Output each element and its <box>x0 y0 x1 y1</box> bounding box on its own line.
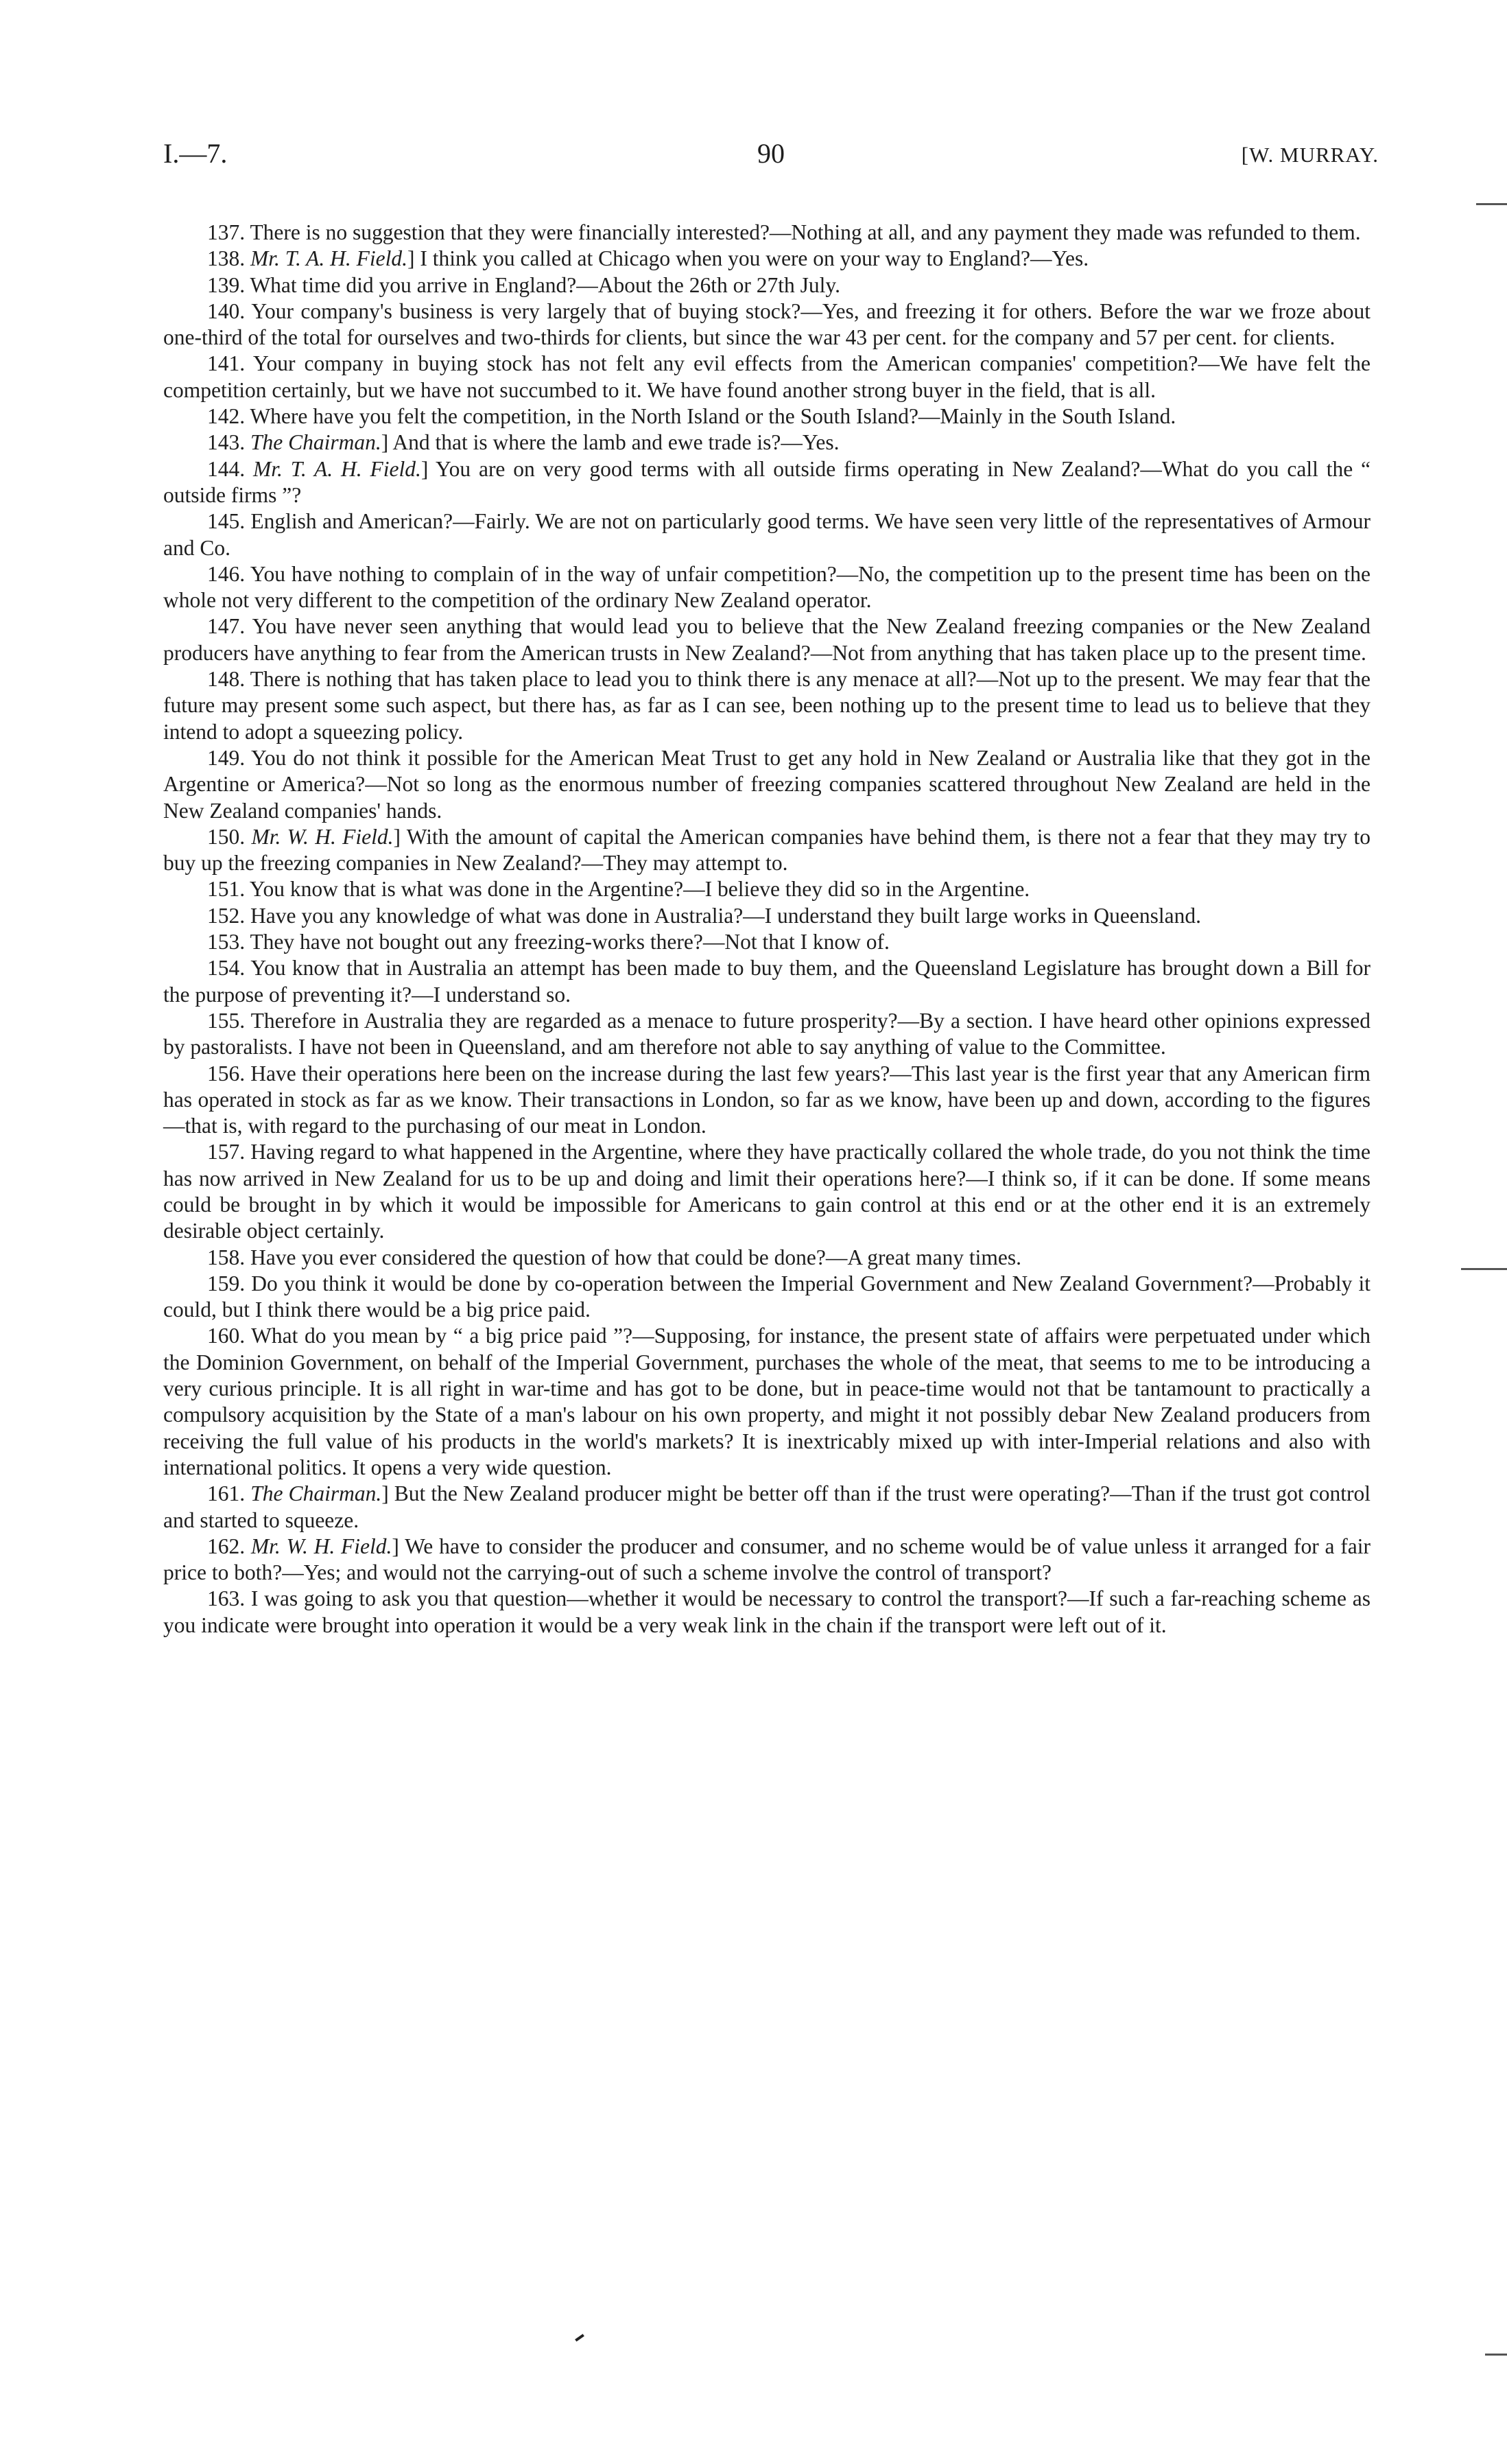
question-paragraph <box>163 824 1370 877</box>
question-paragraph <box>163 298 1370 351</box>
question-number: 140. <box>207 298 246 323</box>
question-paragraph <box>163 1323 1370 1481</box>
question-text: Having regard to what happened in the Argentine, where they have practically collared the whole trade, do you not think the time has now arrived in New Zealand for us to be up and doing and limit their operations here?—I think so, if it can be done. If some means could be brought in by which it would be impossible for Americans to gain control at this end or at the other end it is an extremely desirable object certainly. <box>163 1140 1370 1243</box>
question-paragraph <box>163 508 1370 561</box>
question-paragraph <box>163 1061 1370 1140</box>
question-paragraph <box>163 1008 1370 1061</box>
question-number: 142. <box>207 404 246 429</box>
speaker-name: Mr. W. H. Field. <box>250 1534 392 1558</box>
speaker-name: The Chairman. <box>250 430 381 455</box>
question-number: 146. <box>207 561 246 586</box>
question-text: Where have you felt the competition, in the North Island or the South Island?—Mainly in the South Island. <box>250 404 1176 429</box>
question-paragraph <box>163 876 1370 902</box>
pen-mark <box>575 2334 584 2341</box>
question-text: You know that is what was done in the Argentine?—I believe they did so in the Argentine. <box>249 877 1030 902</box>
question-paragraph <box>163 955 1370 1008</box>
question-paragraph <box>163 613 1370 666</box>
question-text: ] And that is where the lamb and ewe trade is?—Yes. <box>381 430 840 455</box>
question-paragraph <box>163 403 1370 430</box>
question-paragraph <box>163 1534 1370 1586</box>
question-number: 141. <box>207 351 246 376</box>
question-text: There is no suggestion that they were financially interested?—Nothing at all, and any payment they made was refunded to them. <box>250 220 1361 244</box>
question-text: Your company in buying stock has not felt any evil effects from the American companies' competition?—We have felt the competition certainly, but we have not succumbed to it. We have found another strong buyer in the field, that is all. <box>163 351 1370 402</box>
question-number: 158. <box>207 1245 246 1269</box>
question-number: 159. <box>207 1271 246 1295</box>
speaker-name: The Chairman. <box>250 1481 382 1506</box>
page-number: 90 <box>757 138 785 169</box>
question-number: 153. <box>207 930 246 954</box>
question-number: 137. <box>207 220 246 244</box>
speaker-name: Mr. T. A. H. Field. <box>252 456 421 481</box>
question-number: 160. <box>207 1324 246 1348</box>
question-paragraph <box>163 1245 1370 1271</box>
question-text: What time did you arrive in England?—About the 26th or 27th July. <box>250 272 840 297</box>
question-text: Have you ever considered the question of how that could be done?—A great many times. <box>250 1245 1022 1269</box>
question-number: 143. <box>207 430 246 455</box>
question-text: You have never seen anything that would lead you to believe that the New Zealand freezing companies or the New Zealand producers have anything to fear from the American trusts in New Zealand?—Not from anything that has taken place up to the present time. <box>163 614 1370 665</box>
question-paragraph <box>163 1139 1370 1244</box>
question-number: 144. <box>207 456 246 481</box>
question-text: ] With the amount of capital the American companies have behind them, is there not a fear that they may try to buy up the freezing companies in New Zealand?—They may attempt to. <box>163 824 1371 876</box>
question-number: 139. <box>207 272 246 297</box>
question-number: 162. <box>207 1534 246 1558</box>
question-paragraph <box>163 929 1370 955</box>
question-number: 157. <box>207 1140 246 1164</box>
question-number: 150. <box>207 824 246 849</box>
question-paragraph <box>163 561 1370 614</box>
question-number: 145. <box>207 509 246 534</box>
question-paragraph <box>163 220 1370 246</box>
question-paragraph <box>163 351 1370 403</box>
question-paragraph <box>163 1586 1370 1639</box>
question-text: You know that in Australia an attempt has been made to buy them, and the Queensland Legislature has brought down a Bill for the purpose of preventing it?—I understand so. <box>163 956 1370 1007</box>
question-text: Do you think it would be done by co-operation between the Imperial Government and New Zealand Government?—Probably it could, but I think there would be a big price paid. <box>163 1271 1370 1322</box>
question-paragraph <box>163 456 1370 509</box>
question-text: ] I think you called at Chicago when you were on your way to England?—Yes. <box>407 246 1089 271</box>
question-number: 154. <box>207 956 246 981</box>
margin-mark-bottom <box>1485 2354 1507 2356</box>
question-paragraph <box>163 1481 1370 1534</box>
margin-mark-top <box>1476 203 1507 205</box>
testimony-body <box>163 220 1370 1639</box>
question-paragraph <box>163 666 1370 745</box>
question-paragraph <box>163 903 1370 929</box>
question-number: 138. <box>207 246 246 271</box>
question-text: Therefore in Australia they are regarded as a menace to future prosperity?—By a section. I have heard other opinions expressed by pastoralists. I have not been in Queensland, and am therefore not able to say anything of value to the Committee. <box>163 1008 1370 1059</box>
question-paragraph <box>163 1271 1370 1324</box>
question-number: 151. <box>207 877 246 902</box>
question-number: 161. <box>207 1481 246 1506</box>
question-text: ] You are on very good terms with all outside firms operating in New Zealand?—What do you call the “ outside firms ”? <box>163 456 1371 507</box>
question-number: 156. <box>207 1061 246 1086</box>
witness-name: [W. MURRAY. <box>1241 143 1379 167</box>
speaker-name: Mr. W. H. Field. <box>251 824 394 849</box>
question-number: 148. <box>207 667 246 692</box>
question-paragraph <box>163 246 1370 272</box>
question-text: They have not bought out any freezing-works there?—Not that I know of. <box>250 930 890 954</box>
question-number: 152. <box>207 903 246 928</box>
document-reference: I.—7. <box>163 138 228 169</box>
question-text: You have nothing to complain of in the way of unfair competition?—No, the competition up to the present time has been on the whole not very different to the competition of the ordinary New Zealand operator. <box>163 561 1370 613</box>
question-paragraph <box>163 430 1370 456</box>
question-paragraph <box>163 745 1370 824</box>
question-text: Your company's business is very largely that of buying stock?—Yes, and freezing it for others. Before the war we froze about one-third of the total for ourselves and two-thirds for clients, but since the war 43 per cent. for the company and 57 per cent. for clients. <box>163 298 1370 350</box>
question-number: 149. <box>207 745 246 770</box>
question-text: Have you any knowledge of what was done in Australia?—I understand they built large works in Queensland. <box>250 903 1201 928</box>
question-number: 147. <box>207 614 246 639</box>
question-number: 163. <box>207 1586 246 1611</box>
question-text: There is nothing that has taken place to lead you to think there is any menace at all?—Not up to the present. We may fear that the future may present some such aspect, but there has, as far as I can see, been nothing up to the present time to lead us to believe that they intend to adopt a squeezing policy. <box>163 667 1371 744</box>
page-header <box>163 137 1379 178</box>
question-text: You do not think it possible for the American Meat Trust to get any hold in New Zealand or Australia like that they got in the Argentine or America?—Not so long as the enormous number of freezing companies scattered throughout New Zealand are held in the New Zealand companies' hands. <box>163 745 1370 823</box>
question-paragraph <box>163 272 1370 298</box>
question-text: ] We have to consider the producer and consumer, and no scheme would be of value unless it arranged for a fair price to both?—Yes; and would not the carrying-out of such a scheme involve the control of transport? <box>163 1534 1370 1585</box>
question-text: ] But the New Zealand producer might be better off than if the trust were operating?—Than if the trust got control and started to squeeze. <box>163 1481 1371 1532</box>
margin-mark-middle <box>1461 1268 1507 1270</box>
question-text: Have their operations here been on the increase during the last few years?—This last year is the first year that any American firm has operated in stock as far as we know. Their transactions in London, so far as we know, have been up and down, according to the figures—that is, with regard to the purchasing of our meat in London. <box>163 1061 1370 1138</box>
question-number: 155. <box>207 1008 246 1033</box>
question-text: I was going to ask you that question—whether it would be necessary to control the transport?—If such a far-reaching scheme as you indicate were brought into operation it would be a very weak link in the chain if the transport were left out of it. <box>163 1586 1370 1637</box>
question-text: What do you mean by “ a big price paid ”?—Supposing, for instance, the present state of affairs were perpetuated under which the Dominion Government, on behalf of the Imperial Government, purchases the whole of the meat, that seems to me to be introducing a very curious principle. It is all right in war-time and has got to be done, but in peace-time would not that be tantamount to practically a compulsory acquisition by the State of a man's labour on his own property, and might it not possibly debar New Zealand producers from receiving the full value of his products in the world's markets? It is inextricably mixed up with inter-Imperial relations and also with international politics. It opens a very wide question. <box>163 1324 1370 1479</box>
question-text: English and American?—Fairly. We are not on particularly good terms. We have seen very little of the representatives of Armour and Co. <box>163 509 1371 560</box>
speaker-name: Mr. T. A. H. Field. <box>250 246 407 271</box>
